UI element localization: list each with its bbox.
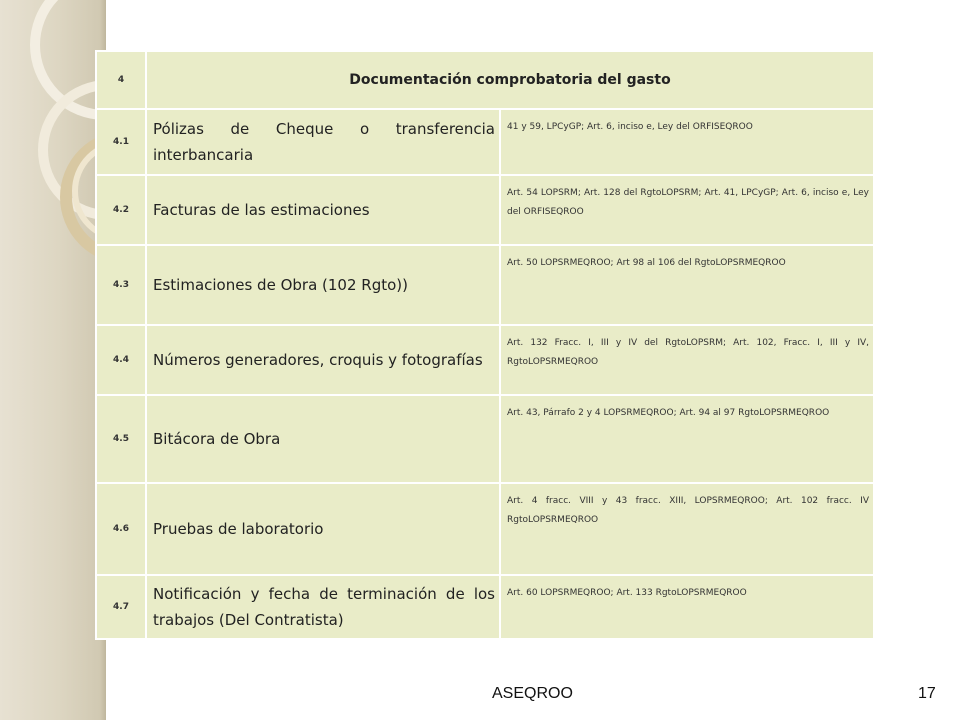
row-legal-basis: Art. 43, Párrafo 2 y 4 LOPSRMEQROO; Art. 94 al 97 RgtoLOPSRMEQROO xyxy=(500,395,874,483)
row-description: Estimaciones de Obra (102 Rgto)) xyxy=(146,245,500,325)
table-row xyxy=(96,483,874,575)
row-number: 4.5 xyxy=(96,395,146,483)
row-description: Pruebas de laboratorio xyxy=(146,483,500,575)
row-legal-basis: Art. 60 LOPSRMEQROO; Art. 133 RgtoLOPSRMEQROO xyxy=(500,575,874,639)
table-row xyxy=(96,395,874,483)
row-description: Pólizas de Cheque o transferencia interbancaria xyxy=(146,109,500,175)
row-number: 4.1 xyxy=(96,109,146,175)
row-description: Notificación y fecha de terminación de los trabajos (Del Contratista) xyxy=(146,575,500,639)
table-row xyxy=(96,245,874,325)
row-description: Números generadores, croquis y fotografías xyxy=(146,325,500,395)
row-number: 4.4 xyxy=(96,325,146,395)
row-number: 4.3 xyxy=(96,245,146,325)
section-number: 4 xyxy=(96,51,146,109)
decorative-side-band xyxy=(0,0,106,720)
row-description: Facturas de las estimaciones xyxy=(146,175,500,245)
row-legal-basis: Art. 4 fracc. VIII y 43 fracc. XIII, LOPSRMEQROO; Art. 102 fracc. IV RgtoLOPSRMEQROO xyxy=(500,483,874,575)
row-legal-basis: Art. 50 LOPSRMEQROO; Art 98 al 106 del RgtoLOPSRMEQROO xyxy=(500,245,874,325)
row-description: Bitácora de Obra xyxy=(146,395,500,483)
table-row xyxy=(96,175,874,245)
row-legal-basis: 41 y 59, LPCyGP; Art. 6, inciso e, Ley del ORFISEQROO xyxy=(500,109,874,175)
row-legal-basis: Art. 54 LOPSRM; Art. 128 del RgtoLOPSRM; Art. 41, LPCyGP; Art. 6, inciso e, Ley del ORFISEQROO xyxy=(500,175,874,245)
row-number: 4.7 xyxy=(96,575,146,639)
section-title: Documentación comprobatoria del gasto xyxy=(146,51,874,109)
footer-organization: ASEQROO xyxy=(492,685,573,702)
table-row xyxy=(96,109,874,175)
table-row xyxy=(96,575,874,639)
row-legal-basis: Art. 132 Fracc. I, III y IV del RgtoLOPSRM; Art. 102, Fracc. I, III y IV, RgtoLOPSRMEQROO xyxy=(500,325,874,395)
table-row xyxy=(96,325,874,395)
table-header-row xyxy=(96,51,874,109)
documentation-table xyxy=(95,50,875,640)
page-number: 17 xyxy=(918,685,936,702)
row-number: 4.2 xyxy=(96,175,146,245)
row-number: 4.6 xyxy=(96,483,146,575)
